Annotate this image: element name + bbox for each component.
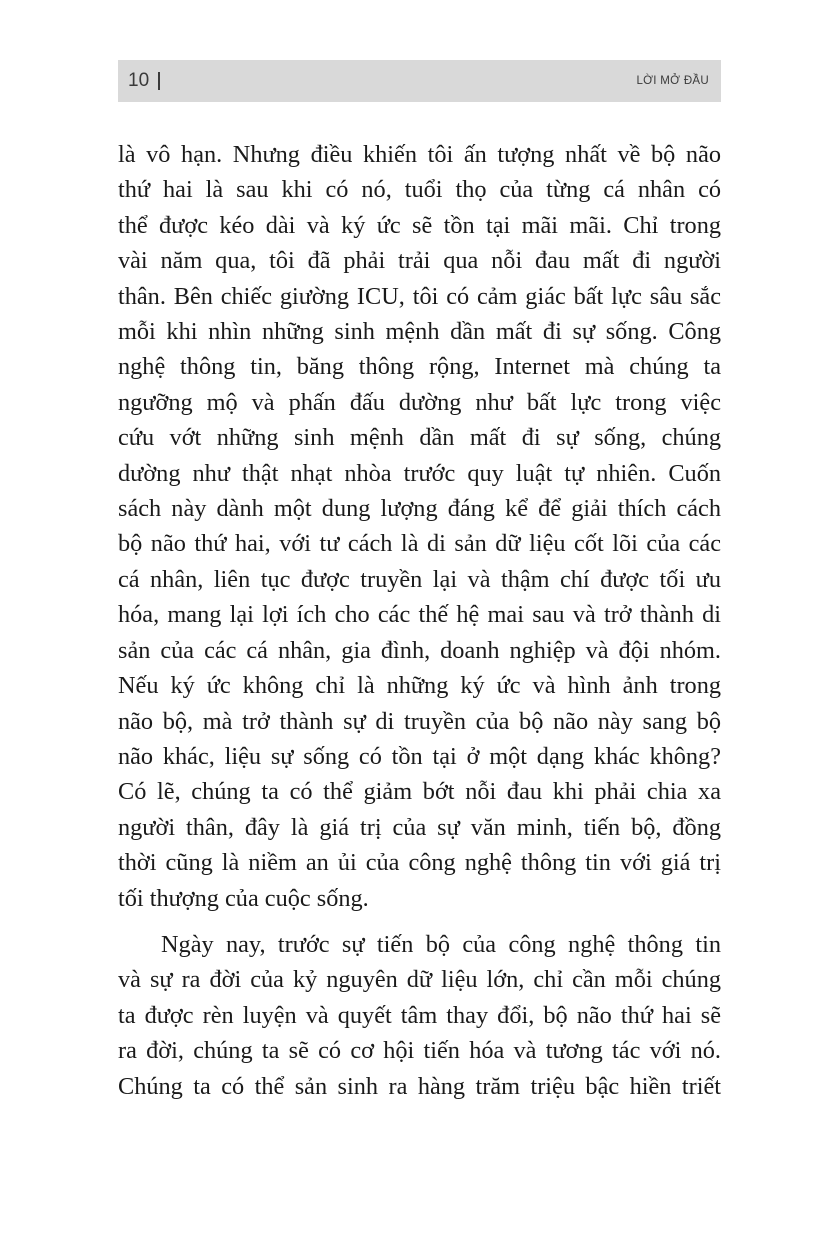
text-line: thể được kéo dài và ký ức sẽ tồn tại mãi mãi. Chỉ trong bbox=[118, 211, 721, 239]
text-line: sản của các cá nhân, gia đình, doanh nghiệp và đội nhóm. bbox=[118, 636, 721, 664]
header-divider bbox=[158, 72, 160, 90]
text-line: vài năm qua, tôi đã phải trải qua nỗi đau mất đi người bbox=[118, 247, 721, 275]
text-line: ra đời, chúng ta sẽ có cơ hội tiến hóa và tương tác với nó. bbox=[118, 1037, 721, 1065]
text-line: hóa, mang lại lợi ích cho các thế hệ mai sau và trở thành di bbox=[118, 601, 721, 629]
paragraph-1 bbox=[118, 137, 721, 916]
text-line: mỗi khi nhìn những sinh mệnh dần mất đi sự sống. Công bbox=[118, 318, 721, 346]
text-line: sách này dành một dung lượng đáng kể để giải thích cách bbox=[118, 495, 721, 523]
text-line: não bộ, mà trở thành sự di truyền của bộ não này sang bộ bbox=[118, 707, 721, 735]
paragraph-2 bbox=[118, 927, 721, 1104]
text-line: thời cũng là niềm an ủi của công nghệ thông tin với giá trị bbox=[118, 849, 721, 877]
text-line: nghệ thông tin, băng thông rộng, Internet mà chúng ta bbox=[118, 353, 721, 381]
text-line: Có lẽ, chúng ta có thể giảm bớt nỗi đau khi phải chia xa bbox=[118, 778, 721, 806]
text-line: cứu vớt những sinh mệnh dần mất đi sự sống, chúng bbox=[118, 424, 721, 452]
text-line: Chúng ta có thể sản sinh ra hàng trăm triệu bậc hiền triết bbox=[118, 1072, 721, 1100]
page-number: 10 bbox=[128, 70, 150, 91]
text-line: cá nhân, liên tục được truyền lại và thậm chí được tối ưu bbox=[118, 565, 721, 593]
text-line: thứ hai là sau khi có nó, tuổi thọ của từng cá nhân có bbox=[118, 176, 721, 204]
text-line: và sự ra đời của kỷ nguyên dữ liệu lớn, chỉ cần mỗi chúng bbox=[118, 966, 721, 994]
paragraph-spacer bbox=[118, 916, 721, 927]
running-header bbox=[118, 60, 721, 102]
text-line: ta được rèn luyện và quyết tâm thay đổi, bộ não thứ hai sẽ bbox=[118, 1001, 721, 1029]
text-line: Ngày nay, trước sự tiến bộ của công nghệ thông tin bbox=[161, 930, 721, 958]
text-line: tối thượng của cuộc sống. bbox=[118, 884, 369, 912]
text-line: người thân, đây là giá trị của sự văn minh, tiến bộ, đồng bbox=[118, 813, 721, 841]
text-line: ngưỡng mộ và phấn đấu dường như bất lực trong việc bbox=[118, 388, 721, 416]
text-line: Nếu ký ức không chỉ là những ký ức và hình ảnh trong bbox=[118, 672, 721, 700]
chapter-title: LỜI MỞ ĐẦU bbox=[636, 75, 709, 87]
page-body bbox=[118, 137, 721, 1104]
text-line: thân. Bên chiếc giường ICU, tôi có cảm giác bất lực sâu sắc bbox=[118, 282, 721, 310]
text-line: não khác, liệu sự sống có tồn tại ở một dạng khác không? bbox=[118, 742, 721, 770]
text-line: là vô hạn. Nhưng điều khiến tôi ấn tượng nhất về bộ não bbox=[118, 141, 721, 168]
text-line: bộ não thứ hai, với tư cách là di sản dữ liệu cốt lõi của các bbox=[118, 530, 721, 558]
text-line: dường như thật nhạt nhòa trước quy luật tự nhiên. Cuốn bbox=[118, 459, 721, 487]
